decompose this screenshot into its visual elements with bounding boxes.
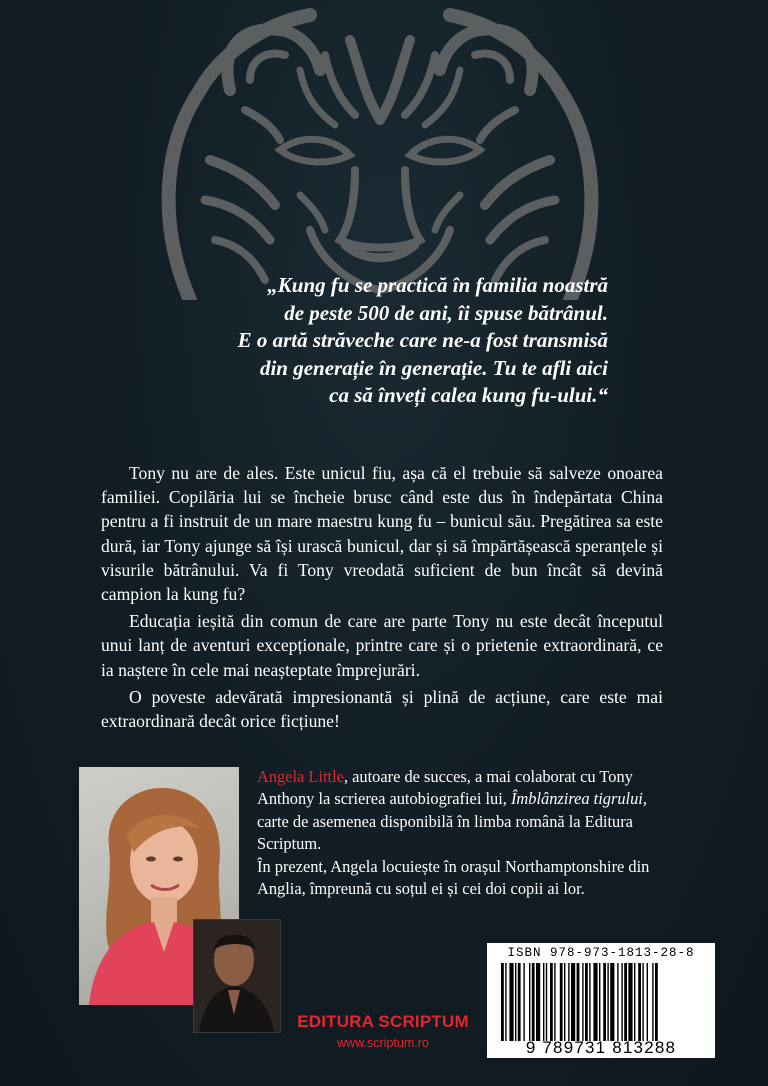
barcode-bar	[546, 963, 547, 1041]
description-paragraph: Educația ieșită din comun de care are parte Tony nu este decât începutul unui lanț de aventuri excepționale, printre care și o prietenie extraordinară, ce ia naștere în cele mai neașteptate împrejurări.	[101, 611, 663, 680]
barcode-digits: 9 789731 813288	[525, 1038, 677, 1057]
cover-quote	[150, 272, 608, 410]
barcode-bar	[652, 963, 653, 1041]
subject-portrait-icon	[194, 920, 280, 1032]
barcode-bar	[529, 963, 530, 1041]
author-bio	[257, 766, 663, 900]
barcode-bar	[560, 963, 563, 1041]
barcode-bar	[532, 963, 535, 1041]
quote-line: „Kung fu se practică în familia noastră	[267, 273, 608, 297]
barcode-bar	[599, 963, 600, 1041]
author-name: Angela Little	[257, 767, 344, 786]
barcode-bar	[509, 963, 513, 1041]
barcode-bar	[568, 963, 569, 1041]
description-paragraph: Tony nu are de ales. Este unicul fiu, așa că el trebuie să salveze onoarea familiei. Copilăria lui se încheie brusc când este dus în îndepărtata China pentru a fi instruit de un mare maestru kung fu – bunicul său. Pregătirea sa este dură, iar Tony ajunge să își urască bunicul, dar și să împărtășească speranțele și visurile bătrânului. Va fi Tony vreodată suficient de bun încât să devină campion la kung fu?	[101, 463, 663, 605]
related-book-title: Îmblânzirea tigrului,	[510, 789, 647, 809]
isbn-barcode	[487, 943, 715, 1058]
quote-line: ca să înveți calea kung fu-ului.“	[329, 383, 608, 407]
publisher-name: EDITURA SCRIPTUM	[297, 1012, 469, 1031]
barcode-bar	[589, 963, 590, 1041]
author-bio-text: , autoare de succes, a mai colaborat cu Tony Anthony la scrierea autobiografiei lui,	[257, 767, 633, 809]
barcode-bar	[554, 963, 555, 1041]
barcode-bar	[585, 963, 588, 1041]
barcode-bar	[536, 963, 540, 1041]
barcode-bar	[543, 963, 544, 1041]
quote-line: de peste 500 de ani, îi spuse bătrânul.	[284, 300, 608, 325]
author-bio-paragraph	[257, 766, 663, 856]
barcode-bar	[523, 963, 524, 1041]
description-paragraph: O poveste adevărată impresionantă și plină de acțiune, care este mai extraordinară decât orice ficțiune!	[101, 686, 663, 732]
barcode-bar	[518, 963, 521, 1041]
barcode-bar	[624, 963, 627, 1041]
barcode-bar	[610, 963, 614, 1041]
author-bio-paragraph: În prezent, Angela locuiește în orașul Northamptonshire din Anglia, împreună cu soțul ei și cei doi copii ai lor.	[257, 856, 650, 899]
isbn-label: ISBN 978-973-1813-28-8	[507, 946, 695, 960]
barcode-bar	[501, 963, 504, 1041]
barcode-bar	[571, 963, 575, 1041]
barcode-bar	[603, 963, 606, 1041]
quote-line: E o artă străveche care ne-a fost transmisă	[237, 328, 608, 352]
publisher-url: www.scriptum.ro	[337, 1036, 429, 1050]
barcode-bar	[621, 963, 622, 1041]
barcode-bar	[634, 963, 635, 1041]
barcode-bar	[505, 963, 506, 1041]
barcode-bar	[582, 963, 583, 1041]
barcode-icon	[501, 963, 705, 1041]
barcode-bar	[577, 963, 580, 1041]
tiger-illustration-icon	[150, 0, 610, 300]
barcode-bar	[515, 963, 516, 1041]
barcode-bar	[638, 963, 641, 1041]
barcode-bar	[655, 963, 658, 1041]
barcode-bar	[564, 963, 565, 1041]
publisher-block	[287, 1012, 479, 1050]
barcode-bar	[607, 963, 608, 1041]
book-description	[101, 461, 663, 736]
barcode-bar	[647, 963, 648, 1041]
subject-photo	[193, 919, 281, 1033]
barcode-bar	[628, 963, 632, 1041]
barcode-bar	[617, 963, 618, 1041]
barcode-bar	[642, 963, 643, 1041]
barcode-bar	[593, 963, 597, 1041]
barcode-bar	[550, 963, 553, 1041]
author-bio-text: carte de asemenea disponibilă în limba română la Editura Scriptum.	[257, 811, 633, 854]
quote-line: din generație în generație. Tu te afli aici	[259, 355, 608, 380]
